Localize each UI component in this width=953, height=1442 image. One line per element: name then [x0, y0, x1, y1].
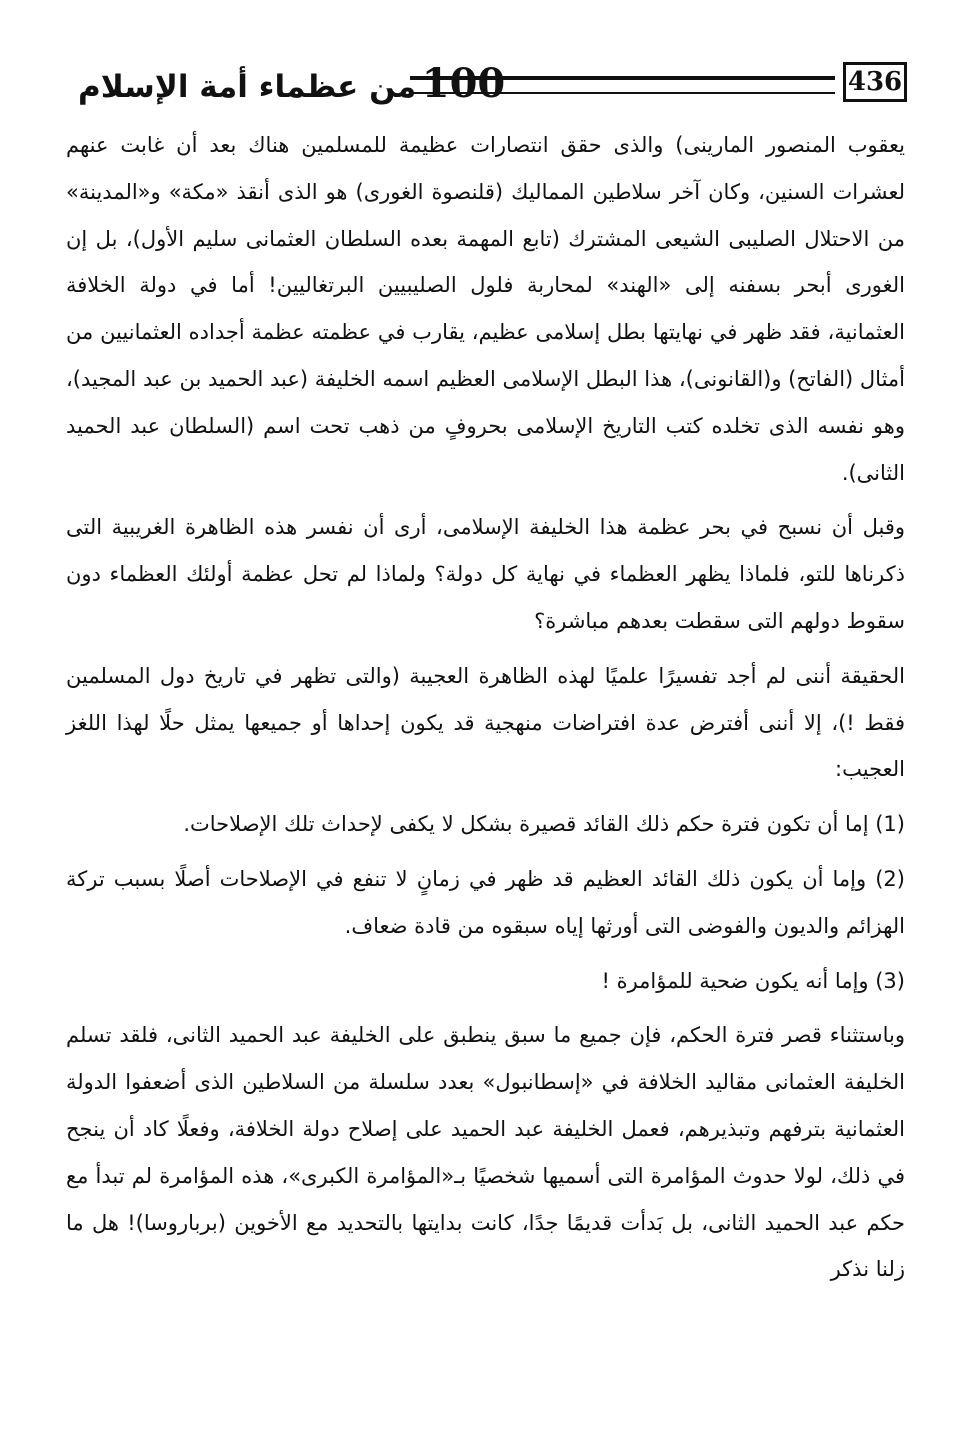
page-number: 436	[843, 62, 907, 102]
list-item: (3) وإما أنه يكون ضحية للمؤامرة !	[601, 968, 905, 993]
paragraph: وباستثناء قصر فترة الحكم، فإن جميع ما سبق ينطبق على الخليفة عبد الحميد الثانى، فلقد تسلم الخليفة العثمانى مقاليد الخلافة في «إسطانبول» بعدد سلسلة من السلاطين الذى أضعفوا الدولة العثمانية بترفهم وتبذيرهم، فعمل الخليفة عبد الحميد على إصلاح دولة الخلافة، وفعلًا كاد أن ينجح في ذلك، لولا حدوث المؤامرة التى أسميها شخصيًا بـ«المؤامرة الكبرى»، هذه المؤامرة لم تبدأ مع حكم عبد الحميد الثانى، بل بَدأت قديمًا جدًا، كانت بدايتها بالتحديد مع الأخوين (برباروسا)! هل ما زلنا نذكر	[66, 1023, 905, 1282]
page-body	[66, 122, 905, 1301]
list-item: (1) إما أن تكون فترة حكم ذلك القائد قصيرة بشكل لا يكفى لإحداث تلك الإصلاحات.	[183, 812, 905, 837]
book-number: 100	[421, 60, 506, 107]
book-name: من عظماء أمة الإسلام	[78, 69, 417, 105]
book-title	[62, 60, 505, 107]
paragraph: وقبل أن نسبح في بحر عظمة هذا الخليفة الإسلامى، أرى أن نفسر هذه الظاهرة الغريبية التى ذكرناها للتو، فلماذا يظهر العظماء في نهاية كل دولة؟ ولماذا لم تحل عظمة أولئك العظماء دون سقوط دولهم التى سقطت بعدهم مباشرة؟	[66, 515, 905, 633]
list-item: (2) وإما أن يكون ذلك القائد العظيم قد ظهر في زمانٍ لا تنفع في الإصلاحات أصلًا بسبب تركة الهزائم والديون والفوضى التى أورثها إياه سبقوه من قادة ضعاف.	[66, 866, 905, 938]
paragraph: يعقوب المنصور المارينى) والذى حقق انتصارات عظيمة للمسلمين هناك بعد أن غابت عنهم لعشرات السنين، وكان آخر سلاطين المماليك (قلنصوة الغورى) هو الذى أنقذ «مكة» و«المدينة» من الاحتلال الصليبى الشيعى المشترك (تابع المهمة بعده السلطان العثمانى سليم الأول)، بل إن الغورى أبحر بسفنه إلى «الهند» لمحاربة فلول الصليبيين البرتغاليين! أما في دولة الخلافة العثمانية، فقد ظهر في نهايتها بطل إسلامى عظيم، يقارب في عظمته عظمة أجداده العثمانيين من أمثال (الفاتح) و(القانونى)، هذا البطل الإسلامى العظيم اسمه الخليفة (عبد الحميد بن عبد المجيد)، وهو نفسه الذى تخلده كتب التاريخ الإسلامى بحروفٍ من ذهب تحت اسم (السلطان عبد الحميد الثانى).	[66, 133, 905, 485]
paragraph: الحقيقة أننى لم أجد تفسيرًا علميًا لهذه الظاهرة العجيبة (والتى تظهر في تاريخ دول المسلمين فقط !)، إلا أننى أفترض عدة افتراضات منهجية قد يكون إحداها أو جميعها يمثل حلًا لهذا اللغز العجيب:	[66, 663, 905, 782]
page-header	[62, 62, 907, 106]
